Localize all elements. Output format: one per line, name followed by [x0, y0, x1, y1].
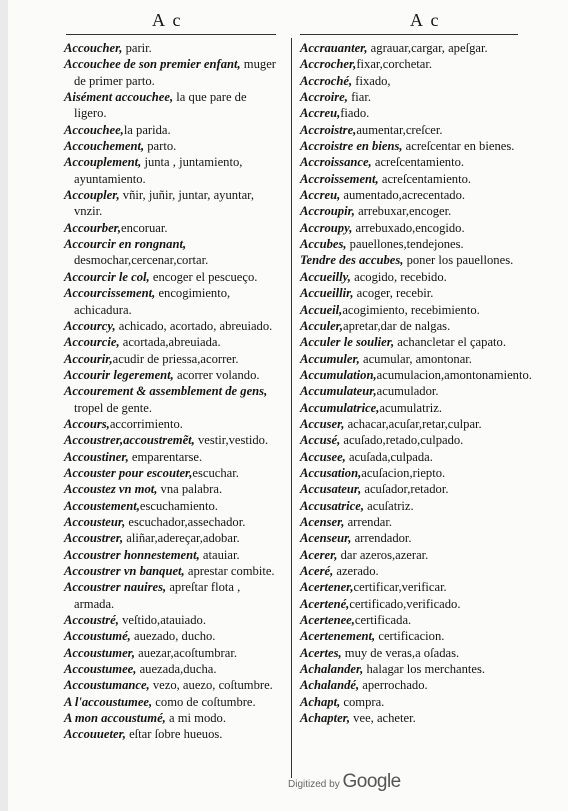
entry-headword: A l'accoustumee,	[64, 694, 153, 709]
entry-headword: Accroupir,	[300, 204, 355, 219]
entry-headword: Accusateur,	[300, 482, 362, 497]
entry-translation: fixar,corchetar.	[356, 57, 433, 72]
dictionary-entry	[64, 432, 280, 448]
entry-translation: auezar,acoſtumbrar.	[135, 645, 237, 660]
entry-headword: Accourber,	[64, 220, 122, 235]
entry-translation: fixado,	[352, 73, 391, 88]
entry-translation: eſtar ſobre hueuos.	[125, 727, 223, 742]
entry-headword: Accoustiner,	[64, 449, 129, 464]
entry-translation: apretar,dar de nalgas.	[343, 318, 451, 333]
entry-translation: como de coſtumbre.	[152, 694, 256, 709]
dictionary-entry	[300, 628, 518, 644]
dictionary-entry	[64, 383, 280, 416]
dictionary-entry	[300, 547, 518, 563]
column-divider	[291, 38, 292, 778]
dictionary-entry	[300, 383, 518, 399]
entry-headword: Accoustumer,	[64, 645, 136, 660]
entry-translation: a mi modo.	[165, 711, 226, 726]
left-column	[64, 40, 280, 743]
entry-translation: arrendador.	[351, 531, 412, 546]
dictionary-entry	[64, 236, 280, 269]
dictionary-entry	[64, 89, 280, 122]
dictionary-entry	[64, 285, 280, 318]
dictionary-entry	[64, 449, 280, 465]
entry-headword: Accoustumance,	[64, 678, 150, 693]
entry-headword: Accroché,	[300, 73, 353, 88]
dictionary-entry	[64, 269, 280, 285]
dictionary-entry	[64, 547, 280, 563]
entry-headword: Aceré,	[300, 564, 334, 578]
page-header	[0, 10, 568, 32]
entry-headword: Accusatrice,	[300, 498, 365, 513]
entry-headword: Accoustrer nauires,	[64, 580, 167, 595]
entry-translation: auezada,ducha.	[136, 662, 217, 677]
entry-headword: Achalandé,	[300, 678, 360, 693]
entry-headword: Accusation,	[300, 465, 362, 480]
dictionary-entry	[64, 367, 280, 383]
entry-headword: Accoustement,	[64, 498, 140, 513]
dictionary-entry	[300, 40, 518, 56]
dictionary-entry	[300, 351, 518, 367]
entry-translation: vestir,vestido.	[194, 433, 269, 448]
entry-translation: auezado, ducho.	[130, 629, 216, 644]
dictionary-entry	[300, 318, 518, 334]
entry-translation: la que pare de ligero.	[74, 90, 247, 121]
entry-translation: arrendar.	[344, 514, 392, 529]
entry-translation: certificar,verificar.	[353, 580, 447, 595]
entry-headword: Achapter,	[300, 711, 351, 726]
dictionary-entry	[300, 514, 518, 530]
dictionary-entry	[64, 56, 280, 89]
entry-translation: parto.	[144, 139, 177, 154]
header-rule-left	[66, 34, 276, 35]
dictionary-entry	[300, 56, 518, 72]
entry-translation: acortada,abreuiada.	[119, 335, 221, 350]
entry-translation: dar azeros,azerar.	[337, 547, 429, 562]
dictionary-entry	[300, 122, 518, 138]
entry-translation: fiado.	[340, 106, 370, 121]
entry-translation: achacar,acuſar,retar,culpar.	[344, 416, 482, 431]
dictionary-entry	[64, 154, 280, 187]
entry-headword: Acertené,	[300, 596, 350, 611]
entry-headword: Acenseur,	[300, 531, 352, 546]
entry-headword: Accoustumé,	[64, 629, 131, 644]
entry-translation: junta , juntamiento, ayuntamiento.	[74, 155, 243, 186]
digitized-footer	[288, 771, 401, 793]
header-rule-right	[300, 34, 518, 35]
entry-headword: Accreu,	[300, 106, 341, 121]
entry-translation: atauiar.	[199, 547, 240, 562]
entry-translation: aliñar,adereçar,adobar.	[123, 531, 240, 546]
dictionary-entry	[64, 122, 280, 138]
entry-translation: vezo, auezo, coſtumbre.	[149, 678, 273, 693]
dictionary-entry	[300, 220, 518, 236]
entry-translation: compra.	[340, 694, 385, 709]
entry-headword: Accouueter,	[64, 727, 126, 742]
entry-translation: la parida.	[123, 122, 171, 137]
entry-translation: acoger, recebir.	[353, 286, 434, 301]
entry-translation: acuſada,culpada.	[345, 449, 433, 464]
entry-translation: halagar los merchantes.	[363, 662, 486, 677]
entry-translation: acumular, amontonar.	[359, 351, 472, 366]
entry-headword: Aisément accouchee,	[64, 90, 174, 105]
dictionary-entry	[300, 498, 518, 514]
entry-translation: encoger el pescueço.	[149, 269, 258, 284]
entry-translation: arrebuxar,encoger.	[354, 204, 452, 219]
entry-headword: Accroupy,	[300, 220, 353, 235]
entry-headword: Accoustrer,accoustremẽt,	[64, 433, 195, 448]
entry-headword: Accoustez vn mot,	[64, 482, 158, 497]
dictionary-entry	[300, 285, 518, 301]
entry-headword: Accueilly,	[300, 269, 351, 284]
page-edge	[0, 0, 8, 811]
entry-headword: Accumulation,	[300, 367, 377, 382]
dictionary-entry	[300, 334, 518, 350]
dictionary-entry	[64, 677, 280, 693]
dictionary-entry	[300, 367, 532, 383]
dictionary-entry	[300, 400, 518, 416]
dictionary-entry	[64, 530, 280, 546]
entry-translation: certificado,verificado.	[349, 596, 461, 611]
entry-translation: acuſacion,riepto.	[361, 465, 446, 480]
dictionary-entry	[300, 645, 518, 661]
entry-headword: Accuser,	[300, 416, 345, 431]
entry-translation: poner los pauellones.	[403, 253, 514, 268]
entry-translation: pauellones,tendejones.	[346, 237, 464, 252]
entry-translation: achancletar el çapato.	[394, 335, 506, 350]
dictionary-entry	[64, 645, 280, 661]
entry-translation: acumulatriz.	[379, 400, 442, 415]
right-column	[300, 40, 532, 726]
dictionary-entry	[300, 596, 518, 612]
dictionary-entry	[300, 252, 518, 268]
entry-headword: A mon accoustumé,	[64, 711, 166, 726]
entry-translation: acuſador,retador.	[361, 482, 449, 497]
dictionary-entry	[64, 187, 280, 220]
entry-translation: acreſcentar en bienes.	[402, 139, 515, 154]
entry-headword: Accouchee de son premier enfant,	[64, 57, 241, 72]
entry-translation: acumulacion,amontonamiento.	[376, 367, 532, 382]
entry-headword: Accoucher,	[64, 41, 123, 55]
entry-headword: Acertenee,	[300, 613, 355, 628]
entry-headword: Accoustumee,	[64, 662, 137, 677]
dictionary-entry	[300, 171, 518, 187]
entry-headword: Accouster pour escouter,	[64, 465, 193, 480]
entry-headword: Accourement & assemblement de gens,	[64, 384, 268, 399]
dictionary-entry	[64, 465, 280, 481]
entry-headword: Accourcir en rongnant,	[64, 237, 187, 252]
dictionary-entry	[64, 416, 280, 432]
dictionary-entry	[300, 138, 518, 154]
entry-headword: Accourcie,	[64, 335, 120, 350]
entry-headword: Achapt,	[300, 694, 341, 709]
entry-headword: Acculer le soulier,	[300, 335, 395, 350]
entry-headword: Accoustrer honnestement,	[64, 547, 200, 562]
entry-headword: Achalander,	[300, 662, 364, 677]
dictionary-entry	[64, 661, 280, 677]
dictionary-entry	[300, 449, 518, 465]
entry-translation: aumentado,acrecentado.	[340, 188, 466, 203]
entry-translation: tropel de gente.	[74, 400, 152, 415]
entry-translation: parir.	[122, 41, 152, 55]
entry-headword: Accoustrer vn banquet,	[64, 564, 185, 578]
entry-headword: Acenser,	[300, 514, 345, 529]
entry-headword: Accumuler,	[300, 351, 360, 366]
dictionary-entry	[64, 220, 280, 236]
entry-headword: Accubes,	[300, 237, 347, 252]
entry-headword: Tendre des accubes,	[300, 253, 404, 268]
entry-headword: Accueil,	[300, 302, 343, 317]
dictionary-entry	[300, 481, 518, 497]
entry-translation: aprestar combite.	[184, 564, 275, 578]
dictionary-entry	[64, 481, 280, 497]
dictionary-entry	[300, 432, 518, 448]
entry-headword: Acertener,	[300, 580, 354, 595]
entry-translation: vee, acheter.	[350, 711, 416, 726]
dictionary-entry	[300, 269, 518, 285]
dictionary-entry	[300, 579, 518, 595]
entry-translation: escuchamiento.	[139, 498, 218, 513]
dictionary-entry	[300, 677, 518, 693]
entry-headword: Accourir legerement,	[64, 367, 174, 382]
entry-translation: veſtido,atauiado.	[118, 613, 207, 628]
entry-translation: accorrimiento.	[109, 416, 183, 431]
entry-translation: fiar.	[347, 90, 371, 105]
dictionary-entry	[64, 563, 280, 579]
entry-headword: Accroissement,	[300, 171, 379, 186]
dictionary-entry	[300, 302, 518, 318]
entry-headword: Accreu,	[300, 188, 341, 203]
dictionary-entry	[64, 351, 280, 367]
entry-headword: Accouchee,	[64, 122, 124, 137]
dictionary-entry	[64, 40, 280, 56]
dictionary-entry	[64, 612, 280, 628]
dictionary-entry	[300, 612, 518, 628]
entry-headword: Accourcissement,	[64, 286, 156, 301]
dictionary-entry	[64, 334, 280, 350]
digitized-by-text: Digitized by	[288, 779, 340, 790]
entry-headword: Accoustré,	[64, 613, 119, 628]
dictionary-entry	[64, 710, 280, 726]
entry-translation: agrauar,cargar, apeſgar.	[367, 41, 488, 55]
dictionary-entry	[300, 563, 518, 579]
entry-translation: muy de veras,a oſadas.	[341, 645, 460, 660]
entry-headword: Accoupler,	[64, 188, 120, 203]
entry-headword: Accusee,	[300, 449, 346, 464]
entry-headword: Accouplement,	[64, 155, 142, 170]
dictionary-entry	[300, 661, 518, 677]
entry-translation: azerado.	[333, 564, 379, 578]
dictionary-entry	[300, 89, 518, 105]
dictionary-entry	[300, 710, 518, 726]
dictionary-entry	[64, 726, 280, 742]
dictionary-entry	[300, 530, 518, 546]
dictionary-entry	[64, 514, 280, 530]
entry-translation: escuchar.	[192, 465, 239, 480]
entry-translation: escuchador,assechador.	[125, 514, 246, 529]
entry-translation: desmochar,cercenar,cortar.	[74, 253, 209, 268]
dictionary-entry	[300, 694, 518, 710]
entry-translation: achicado, acortado, abreuiado.	[115, 318, 273, 333]
dictionary-entry	[300, 154, 518, 170]
dictionary-entry	[64, 628, 280, 644]
entry-translation: arrebuxado,encogido.	[352, 220, 465, 235]
dictionary-entry	[300, 236, 518, 252]
dictionary-entry	[300, 73, 518, 89]
dictionary-entry	[64, 579, 280, 612]
entry-translation: emparentarse.	[128, 449, 203, 464]
entry-headword: Accroire,	[300, 90, 348, 105]
dictionary-entry	[300, 416, 518, 432]
entry-translation: apreſtar flota , armada.	[74, 580, 241, 611]
entry-headword: Accroissance,	[300, 155, 372, 170]
entry-headword: Accrocher,	[300, 57, 357, 72]
dictionary-entry	[300, 465, 518, 481]
header-right-letters: A c	[410, 10, 441, 30]
entry-headword: Accourir,	[64, 351, 113, 366]
entry-translation: vñir, juñir, juntar, ayuntar, vnzir.	[74, 188, 255, 219]
entry-translation: encogimiento, achicadura.	[74, 286, 231, 317]
entry-headword: Accrauanter,	[300, 41, 368, 55]
dictionary-entry	[64, 138, 280, 154]
header-left-letters: A c	[152, 10, 183, 30]
entry-translation: aperrochado.	[359, 678, 428, 693]
entry-headword: Accueillir,	[300, 286, 354, 301]
entry-headword: Acertenement,	[300, 629, 376, 644]
entry-translation: acorrer volando.	[173, 367, 260, 382]
dictionary-entry	[64, 498, 280, 514]
entry-headword: Accouchement,	[64, 139, 145, 154]
entry-headword: Accumulatrice,	[300, 400, 380, 415]
entry-headword: Accours,	[64, 416, 110, 431]
entry-translation: vna palabra.	[157, 482, 223, 497]
entry-translation: certificada.	[354, 613, 412, 628]
entry-translation: certificacion.	[375, 629, 445, 644]
dictionary-entry	[300, 203, 518, 219]
entry-translation: acumulador.	[376, 384, 439, 399]
entry-translation: acuſatriz.	[364, 498, 414, 513]
entry-headword: Acerer,	[300, 547, 338, 562]
dictionary-entry	[300, 105, 518, 121]
entry-headword: Accumulateur,	[300, 384, 377, 399]
entry-headword: Accroistre en biens,	[300, 139, 403, 154]
entry-translation: acogimiento, recebimiento.	[342, 302, 480, 317]
entry-headword: Accoustrer,	[64, 531, 124, 546]
dictionary-entry	[300, 187, 518, 203]
entry-translation: aumentar,creſcer.	[356, 122, 443, 137]
google-logo-text: Google	[342, 771, 401, 792]
entry-headword: Acertes,	[300, 645, 342, 660]
entry-translation: acreſcentamiento.	[371, 155, 465, 170]
entry-headword: Accusé,	[300, 433, 341, 448]
dictionary-entry	[64, 694, 280, 710]
entry-translation: acogido, recebido.	[350, 269, 447, 284]
entry-headword: Accourcir le col,	[64, 269, 150, 284]
entry-translation: muger de primer parto.	[74, 57, 276, 88]
entry-translation: acudir de priessa,acorrer.	[112, 351, 239, 366]
entry-headword: Accousteur,	[64, 514, 126, 529]
entry-translation: acuſado,retado,culpado.	[340, 433, 464, 448]
entry-translation: acreſcentamiento.	[378, 171, 472, 186]
dictionary-entry	[64, 318, 280, 334]
entry-headword: Acculer,	[300, 318, 344, 333]
entry-translation: encoruar.	[121, 220, 168, 235]
entry-headword: Accroistre,	[300, 122, 357, 137]
entry-headword: Accourcy,	[64, 318, 116, 333]
